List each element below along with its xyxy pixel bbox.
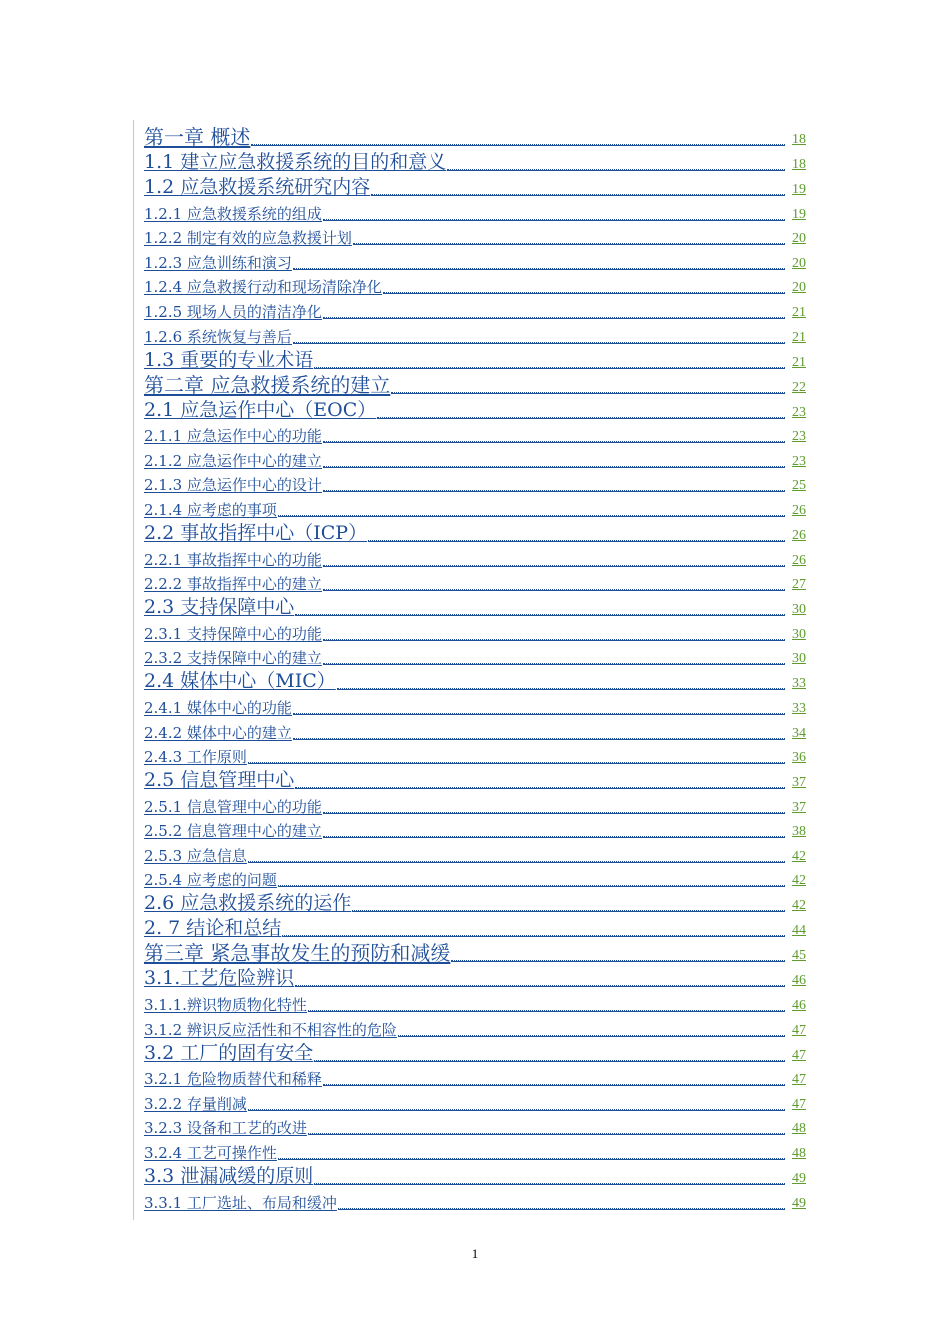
toc-entry[interactable] <box>144 1014 806 1039</box>
toc-entry-page: 22 <box>792 379 806 395</box>
toc-leader-dots <box>323 219 785 220</box>
toc-leader-dots <box>293 342 785 343</box>
toc-entry-page: 47 <box>792 1096 806 1112</box>
toc-entry-label: 2.3.1 支持保障中心的功能 <box>144 624 322 643</box>
toc-entry-page: 26 <box>792 552 806 568</box>
toc-entry-label: 1.2 应急救援系统研究内容 <box>144 176 371 198</box>
toc-leader-dots <box>323 317 785 318</box>
toc-entry[interactable] <box>144 989 806 1014</box>
toc-entry-page: 20 <box>792 280 806 296</box>
toc-leader-dots <box>352 910 785 911</box>
toc-entry-page: 27 <box>792 577 806 593</box>
toc-entry[interactable] <box>144 223 806 248</box>
toc-entry-page: 49 <box>792 1171 806 1187</box>
toc-entry-page: 37 <box>792 799 806 815</box>
toc-entry[interactable] <box>144 717 806 742</box>
toc-leader-dots <box>293 268 785 269</box>
toc-entry-page: 46 <box>792 973 806 989</box>
toc-entry-label: 3.2.4 工艺可操作性 <box>144 1144 277 1163</box>
toc-entry-page: 38 <box>792 824 806 840</box>
toc-leader-dots <box>278 515 785 516</box>
toc-entry-label: 2.3.2 支持保障中心的建立 <box>144 649 322 668</box>
toc-entry-page: 44 <box>792 923 806 939</box>
toc-entry-label: 1.2.3 应急训练和演习 <box>144 253 292 272</box>
toc-leader-dots <box>308 1133 785 1134</box>
toc-entry-page: 46 <box>792 998 806 1014</box>
toc-entry[interactable] <box>144 1137 806 1162</box>
toc-entry-label: 2.1 应急运作中心（EOC） <box>144 398 377 421</box>
toc-entry-label: 2.4.1 媒体中心的功能 <box>144 698 292 717</box>
toc-entry[interactable] <box>144 1187 806 1212</box>
toc-entry-label: 3.1.工艺危险辨识 <box>144 967 295 990</box>
toc-entry-label: 2.1.2 应急运作中心的建立 <box>144 451 322 470</box>
toc-entry[interactable] <box>144 148 806 173</box>
toc-leader-dots <box>314 367 785 368</box>
toc-entry-label: 2.4.2 媒体中心的建立 <box>144 723 292 742</box>
toc-leader-dots <box>248 762 785 763</box>
toc-entry[interactable] <box>144 494 806 519</box>
toc-entry-label: 3.2 工厂的固有安全 <box>144 1041 314 1064</box>
toc-entry-page: 30 <box>792 626 806 642</box>
toc-entry[interactable] <box>144 816 806 841</box>
toc-leader-dots <box>323 490 785 491</box>
toc-entry[interactable] <box>144 1039 806 1064</box>
toc-entry-label: 第二章 应急救援系统的建立 <box>144 372 391 397</box>
toc-entry-page: 37 <box>792 775 806 791</box>
toc-entry-page: 45 <box>792 948 806 964</box>
toc-entry-page: 18 <box>792 157 806 172</box>
toc-entry-label: 2.4 媒体中心（MIC） <box>144 670 336 693</box>
toc-entry[interactable] <box>144 544 806 569</box>
toc-entry-label: 3.1.2 辨识反应活性和不相容性的危险 <box>144 1020 397 1039</box>
toc-entry-page: 20 <box>792 231 806 247</box>
toc-entry[interactable] <box>144 593 806 618</box>
toc-entry[interactable] <box>144 766 806 791</box>
toc-leader-dots <box>377 417 785 418</box>
toc-entry-page: 34 <box>792 725 806 741</box>
toc-entry-label: 2.5.1 信息管理中心的功能 <box>144 797 322 816</box>
toc-entry[interactable] <box>144 1088 806 1113</box>
toc-entry-page: 33 <box>792 676 806 692</box>
toc-leader-dots <box>391 392 785 393</box>
toc-entry-label: 1.2.5 现场人员的清洁净化 <box>144 302 322 321</box>
toc-entry-page: 47 <box>792 1022 806 1038</box>
toc-entry-page: 26 <box>792 502 806 518</box>
toc-entry-label: 2.5.2 信息管理中心的建立 <box>144 822 322 841</box>
toc-entry-label: 2.5.4 应考虑的问题 <box>144 871 277 890</box>
toc-entry[interactable] <box>144 865 806 890</box>
toc-entry-page: 42 <box>792 898 806 914</box>
toc-leader-dots <box>293 713 785 714</box>
toc-leader-dots <box>353 243 785 244</box>
toc-entry[interactable] <box>144 889 806 914</box>
toc-entry[interactable] <box>144 173 806 198</box>
toc-entry-label: 2.5.3 应急信息 <box>144 846 247 865</box>
toc-entry-label: 2.1.3 应急运作中心的设计 <box>144 476 322 495</box>
toc-leader-dots <box>323 1084 785 1085</box>
toc-entry-page: 23 <box>792 404 806 420</box>
toc-entry-page: 42 <box>792 848 806 864</box>
toc-entry[interactable] <box>144 1162 806 1187</box>
toc-entry-page: 33 <box>792 700 806 716</box>
toc-entry-label: 1.1 建立应急救援系统的目的和意义 <box>144 151 447 173</box>
toc-entry-label: 2.4.3 工作原则 <box>144 748 247 767</box>
toc-leader-dots <box>323 812 785 813</box>
toc-entry-label: 1.3 重要的专业术语 <box>144 348 314 371</box>
toc-leader-dots <box>451 960 785 961</box>
margin-line <box>133 120 134 1220</box>
toc-entry[interactable] <box>144 321 806 346</box>
toc-leader-dots <box>295 787 785 788</box>
toc-entry-page: 23 <box>792 429 806 445</box>
toc-entry[interactable] <box>144 421 806 446</box>
toc-leader-dots <box>282 935 785 936</box>
toc-entry-page: 48 <box>792 1146 806 1162</box>
toc-entry-label: 3.3.1 工厂选址、布局和缓冲 <box>144 1193 337 1212</box>
toc-entry-label: 2.1.1 应急运作中心的功能 <box>144 427 322 446</box>
page-number: 1 <box>471 1246 479 1261</box>
toc-entry-label: 第三章 紧急事故发生的预防和减缓 <box>144 941 451 966</box>
toc-entry-page: 30 <box>792 602 806 618</box>
toc-leader-dots <box>248 1109 785 1110</box>
toc-leader-dots <box>398 1035 785 1036</box>
toc-entry[interactable] <box>144 1064 806 1089</box>
toc-entry-label: 1.2.4 应急救援行动和现场清除净化 <box>144 278 382 297</box>
toc-entry-label: 1.2.1 应急救援系统的组成 <box>144 204 322 223</box>
toc-leader-dots <box>295 985 785 986</box>
toc-leader-dots <box>278 885 785 886</box>
toc-entry[interactable] <box>144 1113 806 1138</box>
toc-entry[interactable] <box>144 470 806 495</box>
toc-entry-page: 21 <box>792 329 806 345</box>
toc-entry-page: 20 <box>792 255 806 271</box>
toc-entry[interactable] <box>144 445 806 470</box>
toc-leader-dots <box>447 169 785 170</box>
toc-entry-label: 第一章 概述 <box>144 125 251 149</box>
toc-leader-dots <box>323 565 785 566</box>
toc-entry-label: 2.2.2 事故指挥中心的建立 <box>144 575 322 594</box>
toc-entry-page: 47 <box>792 1047 806 1063</box>
toc-entry-label: 2.5 信息管理中心 <box>144 769 295 792</box>
toc-entry-page: 21 <box>792 354 806 370</box>
toc-leader-dots <box>295 614 785 615</box>
toc-entry[interactable] <box>144 272 806 297</box>
toc-entry[interactable] <box>144 914 806 939</box>
toc-entry-label: 2.3 支持保障中心 <box>144 596 295 619</box>
toc-leader-dots <box>308 1010 785 1011</box>
toc-entry[interactable] <box>144 964 806 989</box>
toc-entry-label: 2. 7 结论和总结 <box>144 917 282 940</box>
toc-leader-dots <box>368 540 785 541</box>
toc-entry-page: 47 <box>792 1072 806 1088</box>
toc-entry-page: 25 <box>792 478 806 494</box>
toc-entry[interactable] <box>144 742 806 767</box>
toc-entry[interactable] <box>144 840 806 865</box>
toc-leader-dots <box>314 1060 785 1061</box>
toc-leader-dots <box>371 194 785 195</box>
toc-entry[interactable] <box>144 569 806 594</box>
toc-leader-dots <box>248 861 785 862</box>
toc-entry-page: 49 <box>792 1195 806 1211</box>
toc-leader-dots <box>383 292 785 293</box>
toc-leader-dots <box>251 144 785 145</box>
toc-leader-dots <box>323 639 785 640</box>
toc-leader-dots <box>323 589 785 590</box>
toc-leader-dots <box>293 738 785 739</box>
toc-entry-page: 19 <box>792 182 806 197</box>
toc-leader-dots <box>337 688 785 689</box>
toc-entry-page: 19 <box>792 206 806 222</box>
toc-entry-page: 18 <box>792 132 806 147</box>
toc-entry-page: 21 <box>792 304 806 320</box>
toc-entry-page: 42 <box>792 873 806 889</box>
toc-entry[interactable] <box>144 247 806 272</box>
toc-entry-page: 23 <box>792 453 806 469</box>
toc-entry[interactable] <box>144 618 806 643</box>
toc-entry-label: 3.3 泄漏减缓的原则 <box>144 1165 314 1188</box>
table-of-contents <box>144 123 806 1212</box>
toc-entry[interactable] <box>144 643 806 668</box>
toc-entry[interactable] <box>144 519 806 544</box>
toc-entry-page: 48 <box>792 1121 806 1137</box>
toc-entry[interactable] <box>144 692 806 717</box>
toc-entry-label: 2.2.1 事故指挥中心的功能 <box>144 550 322 569</box>
toc-entry-label: 1.2.6 系统恢复与善后 <box>144 327 292 346</box>
toc-entry[interactable] <box>144 123 806 148</box>
toc-entry-label: 3.2.3 设备和工艺的改进 <box>144 1119 307 1138</box>
toc-entry[interactable] <box>144 667 806 692</box>
toc-entry-label: 3.1.1.辨识物质物化特性 <box>144 996 307 1015</box>
toc-leader-dots <box>323 663 785 664</box>
toc-entry-label: 2.1.4 应考虑的事项 <box>144 500 277 519</box>
toc-entry[interactable] <box>144 939 806 964</box>
toc-entry-page: 36 <box>792 750 806 766</box>
toc-entry-label: 2.6 应急救援系统的运作 <box>144 892 352 915</box>
toc-leader-dots <box>323 441 785 442</box>
toc-entry-label: 3.2.1 危险物质替代和稀释 <box>144 1070 322 1089</box>
toc-entry-label: 1.2.2 制定有效的应急救援计划 <box>144 229 352 248</box>
toc-leader-dots <box>314 1183 785 1184</box>
toc-entry[interactable] <box>144 371 806 396</box>
toc-entry[interactable] <box>144 296 806 321</box>
toc-leader-dots <box>278 1158 785 1159</box>
toc-entry-page: 26 <box>792 527 806 543</box>
toc-entry[interactable] <box>144 791 806 816</box>
toc-leader-dots <box>338 1208 785 1209</box>
toc-entry[interactable] <box>144 346 806 371</box>
toc-leader-dots <box>323 466 785 467</box>
toc-entry-label: 2.2 事故指挥中心（ICP） <box>144 521 368 544</box>
toc-entry[interactable] <box>144 396 806 421</box>
toc-entry-label: 3.2.2 存量削减 <box>144 1094 247 1113</box>
toc-entry-page: 30 <box>792 651 806 667</box>
toc-leader-dots <box>323 836 785 837</box>
toc-entry[interactable] <box>144 198 806 223</box>
